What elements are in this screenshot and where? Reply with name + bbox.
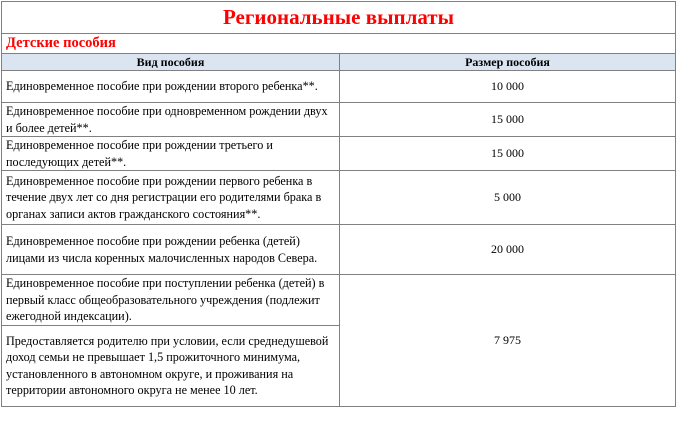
benefits-table [1, 1, 676, 407]
benefit-amount: 5 000 [340, 171, 676, 225]
benefits-sheet [1, 1, 675, 407]
page-title: Региональные выплаты [2, 2, 676, 34]
column-header-type: Вид пособия [2, 54, 340, 71]
table-row [2, 225, 676, 275]
table-row [2, 103, 676, 137]
header-row [2, 54, 676, 71]
benefit-description: Единовременное пособие при рождении ребенка (детей) лицами из числа коренных малочисленных народов Севера. [2, 225, 340, 275]
section-row [2, 34, 676, 54]
benefit-amount: 10 000 [340, 71, 676, 103]
benefit-description: Единовременное пособие при поступлении ребенка (детей) в первый класс общеобразовательного учреждения (подлежит ежегодной индексации). [2, 275, 340, 326]
benefit-description: Единовременное пособие при рождении второго ребенка**. [2, 71, 340, 103]
title-row [2, 2, 676, 34]
table-row [2, 171, 676, 225]
table-row [2, 71, 676, 103]
benefit-condition-note: Предоставляется родителю при условии, если среднедушевой доход семьи не превышает 1,5 прожиточного минимума, установленного в автономном округе, и проживания на территории автономного округа не менее 10 лет. [2, 325, 340, 406]
benefit-amount: 20 000 [340, 225, 676, 275]
benefit-description: Единовременное пособие при одновременном рождении двух и более детей**. [2, 103, 340, 137]
benefit-description: Единовременное пособие при рождении первого ребенка в течение двух лет со дня регистрации его родителями брака в органах записи актов гражданского состояния**. [2, 171, 340, 225]
benefit-description: Единовременное пособие при рождении третьего и последующих детей**. [2, 137, 340, 171]
benefit-amount: 15 000 [340, 103, 676, 137]
table-row [2, 275, 676, 326]
column-header-amount: Размер пособия [340, 54, 676, 71]
benefit-amount: 15 000 [340, 137, 676, 171]
section-heading: Детские пособия [2, 34, 676, 54]
benefit-amount: 7 975 [340, 275, 676, 407]
table-row [2, 137, 676, 171]
